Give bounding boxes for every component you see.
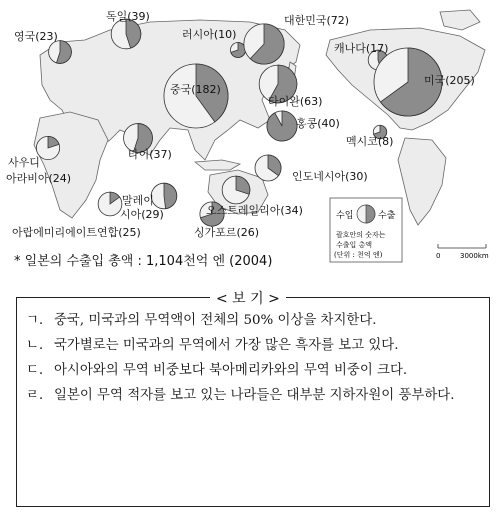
- label-china: 중국(182): [170, 83, 221, 96]
- pie-export-slice: [267, 111, 297, 141]
- label-korea: 대한민국(72): [284, 14, 350, 27]
- greenland-landmass: [440, 10, 480, 30]
- bogi-text: 국가별로는 미국과의 무역에서 가장 많은 흑자를 보고 있다.: [54, 338, 399, 353]
- label-germany: 독일(39): [106, 10, 150, 23]
- scale-bar: [436, 244, 489, 260]
- pie-uk: [49, 41, 72, 64]
- bogi-items: [26, 308, 482, 408]
- bogi-marker: ㄹ.: [26, 388, 44, 403]
- bogi-marker: ㄱ.: [26, 313, 44, 328]
- bogi-text: 중국, 미국과의 무역액이 전체의 50% 이상을 차지한다.: [54, 313, 377, 328]
- bogi-marker: ㄴ.: [26, 338, 44, 353]
- label-singapore: 싱가포르(26): [194, 226, 260, 239]
- legend: [330, 198, 402, 262]
- label-malaysia-2: 시아(29): [120, 208, 164, 221]
- pie-hongkong: [267, 111, 297, 141]
- pie-korea: [244, 24, 284, 64]
- bogi-title: < 보 기 >: [210, 288, 286, 308]
- pie-malaysia: [151, 183, 177, 209]
- label-uk: 영국(23): [14, 30, 58, 43]
- label-australia: 오스트레일리아(34): [206, 204, 303, 217]
- pie-china: [164, 64, 228, 128]
- legend-note-2: 수출입 총액: [336, 241, 373, 249]
- label-canada: 캐나다(17): [334, 42, 389, 55]
- footnote: * 일본의 수출입 총액 : 1,104천억 엔 (2004): [14, 254, 273, 269]
- bogi-text: 아시아와의 무역 비중보다 북아메리카와의 무역 비중이 크다.: [54, 363, 408, 378]
- label-thailand: 타이(37): [128, 148, 172, 161]
- pie-australia: [222, 176, 250, 204]
- label-saudi-2: 아라비아(24): [6, 172, 72, 185]
- label-usa: 미국(205): [424, 74, 475, 87]
- pie-uae: [98, 192, 122, 216]
- label-mexico: 멕시코(8): [346, 135, 394, 148]
- pie-indonesia: [255, 155, 281, 181]
- pie-export-slice: [164, 183, 177, 208]
- label-malaysia-1: 말레이: [122, 194, 154, 207]
- bogi-item: [26, 308, 482, 333]
- pie-germany: [111, 19, 141, 49]
- pie-russia: [230, 42, 245, 57]
- label-indonesia: 인도네시아(30): [292, 170, 368, 183]
- legend-note-3: (단위 : 천억 엔): [334, 251, 383, 259]
- bogi-item: [26, 383, 482, 408]
- label-uae: 아랍에미리에이트연합(25): [12, 226, 141, 239]
- indonesia-islands: [195, 160, 240, 170]
- bogi-item: [26, 333, 482, 358]
- label-hongkong: 홍콩(40): [296, 117, 340, 130]
- south-america-landmass: [398, 138, 446, 225]
- bogi-marker: ㄷ.: [26, 363, 44, 378]
- label-russia: 러시아(10): [182, 28, 237, 41]
- legend-export-label: 수출: [378, 211, 396, 221]
- africa-landmass: [34, 112, 108, 218]
- scale-max: 3000km: [460, 252, 489, 260]
- legend-import-label: 수입: [336, 211, 354, 221]
- label-saudi-1: 사우디: [8, 156, 40, 169]
- bogi-item: [26, 358, 482, 383]
- legend-note-1: 괄호안의 숫자는: [336, 231, 386, 239]
- bogi-text: 일본이 무역 적자를 보고 있는 나라들은 대부분 지하자원이 풍부하다.: [54, 388, 455, 403]
- scale-zero: 0: [436, 252, 441, 260]
- label-taiwan: 타이완(63): [268, 95, 323, 108]
